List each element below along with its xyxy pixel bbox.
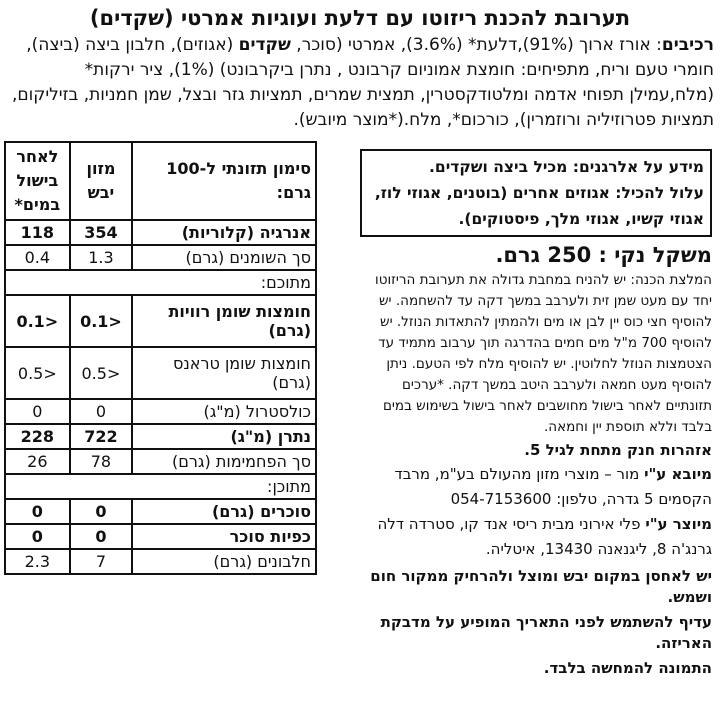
nutrition-row	[5, 549, 316, 574]
manufacturer-text: פלי אירוני מבית ריסי אנד קו, סטרדה דלה גרנג'ה 8, ליגנאנה 13430, איטליה.	[377, 515, 712, 558]
nutrient-dry-value: 78	[70, 449, 133, 474]
nutrient-cooked-value: <0.1	[5, 295, 70, 347]
nutrition-header-name: סימון תזונתי ל-100 גרם:	[132, 142, 316, 220]
nutrition-header-cooked: לאחר בישול במים*	[5, 142, 70, 220]
importer-label: מיובא ע"י	[644, 465, 712, 483]
product-title: תערובת להכנת ריזוטו עם דלעת ועוגיות אמרטי (שקדים)	[89, 6, 631, 30]
nutrition-header-dry: מזון יבש	[70, 142, 133, 220]
nutrient-dry-value: 7	[70, 549, 133, 574]
nutrient-name: חומצות שומן טראנס (גרם)	[132, 347, 316, 399]
nutrient-dry-value: <0.1	[70, 295, 133, 347]
nutrient-cooked-value: 0	[5, 524, 70, 549]
nutrient-cooked-value: 26	[5, 449, 70, 474]
nutrient-dry-value: <0.5	[70, 347, 133, 399]
best-before-note: עדיף להשתמש לפני התאריך המופיע על מדבקת האריזה.	[380, 613, 712, 652]
ingredients-label: רכיבים	[661, 35, 714, 55]
nutrient-name: חלבונים (גרם)	[132, 549, 316, 574]
nutrient-name: כולסטרול (מ"ג)	[132, 399, 316, 424]
importer-info	[368, 462, 712, 512]
nutrition-row	[5, 220, 316, 245]
ingredients-text-2: (אגוזים), חלבון ביצה (ביצה), חומרי טעם וריח, מתפיחים: חומצת אמוניום קרבונט , נתרן ביקרבונט) (1%), ציר ירקות* (מלח,עמילן תפוחי אדמה ומלטודקסטרין, תמצית שמרים, תמציות גזר ובצל, שמן חמניות, בזיליקום, תמציות פטרוזיליה ורוזמרין), כורכום*, מלח.(*מוצר מיובש).	[11, 35, 714, 130]
nutrition-row	[5, 270, 316, 295]
nutrient-cooked-value: <0.5	[5, 347, 70, 399]
nutrition-table	[4, 141, 317, 575]
storage-instructions: יש לאחסן במקום יבש ומוצל ולהרחיק ממקור חום ושמש.	[370, 567, 712, 606]
preparation-instructions: המלצת הכנה: יש להניח במחבת גדולה את תערובת הריזוטו יחד עם מעט שמן זית ולערבב במשך דקה עד להשחמה. יש להוסיף חצי כוס יין לבן או מים ולהמתין להתאדות הנוזל. יש להוסיף 700 מ"ל מים חמים בהדרגה תוך ערבוב מתמיד עד הצטמצות הנוזל לחלוטין. יש להוסיף מלח לפי הטעם. ניתן להוסיף מעט חמאה ולערבב היטב במשך דקה. *ערכים תזונתיים לאחר בישול מחושבים לאחר בישול בשימוש במים בלבד וללא תוספת יין וחמאה.	[375, 272, 712, 435]
nutrition-row	[5, 524, 316, 549]
nutrient-dry-value: 722	[70, 424, 133, 449]
importer-text: מור – מוצרי מזון מהעולם בע"מ, מרבד הקסמים 5 גדרה, טלפון: 054-7153600	[394, 465, 712, 508]
nutrition-row	[5, 449, 316, 474]
nutrition-row	[5, 424, 316, 449]
info-column	[368, 240, 712, 679]
manufacturer-label: מיוצר ע"י	[645, 515, 712, 533]
nutrient-name: חומצות שומן רוויות (גרם)	[132, 295, 316, 347]
nutrient-name: נתרן (מ"ג)	[132, 424, 316, 449]
nutrient-name: סך השומנים (גרם)	[132, 245, 316, 270]
nutrient-dry-value: 0	[70, 524, 133, 549]
nutrition-subheading: מתוכם:	[5, 270, 316, 295]
manufacturer-info	[368, 512, 712, 562]
nutrient-cooked-value: 0.4	[5, 245, 70, 270]
choking-warning: אזהרות חנק מתחת לגיל 5.	[524, 441, 712, 459]
allergen-may-contain: עלול להכיל: אגוזים אחרים (בוטנים, אגוזי לוז, אגוזי קשיו, אגוזי מלך, פיסטוקים).	[374, 184, 704, 228]
allergen-box	[360, 149, 712, 237]
nutrition-body	[5, 220, 316, 574]
allergen-contains: מידע על אלרגנים: מכיל ביצה ושקדים.	[429, 158, 704, 176]
nutrient-dry-value: 1.3	[70, 245, 133, 270]
nutrient-dry-value: 0	[70, 399, 133, 424]
nutrient-cooked-value: 118	[5, 220, 70, 245]
ingredients-almonds: שקדים	[238, 35, 291, 55]
nutrient-cooked-value: 2.3	[5, 549, 70, 574]
nutrition-row	[5, 499, 316, 524]
nutrient-name: כפיות סוכר	[132, 524, 316, 549]
nutrient-cooked-value: 0	[5, 499, 70, 524]
nutrition-row	[5, 245, 316, 270]
nutrient-dry-value: 354	[70, 220, 133, 245]
nutrition-row	[5, 295, 316, 347]
nutrient-dry-value: 0	[70, 499, 133, 524]
nutrition-subheading: מתוכן:	[5, 474, 316, 499]
nutrition-row	[5, 474, 316, 499]
nutrient-name: סך הפחמימות (גרם)	[132, 449, 316, 474]
nutrition-row	[5, 347, 316, 399]
nutrition-header-row	[5, 142, 316, 220]
ingredients-paragraph	[6, 33, 714, 133]
nutrient-cooked-value: 0	[5, 399, 70, 424]
image-disclaimer: התמונה להמחשה בלבד.	[543, 659, 712, 677]
nutrient-cooked-value: 228	[5, 424, 70, 449]
net-weight: משקל נקי : 250 גרם.	[495, 243, 712, 267]
nutrient-name: סוכרים (גרם)	[132, 499, 316, 524]
nutrient-name: אנרגיה (קלוריות)	[132, 220, 316, 245]
ingredients-text-1: : אורז ארוך (91%),דלעת* (3.6%), אמרטי (סוכר,	[290, 35, 662, 55]
nutrition-row	[5, 399, 316, 424]
